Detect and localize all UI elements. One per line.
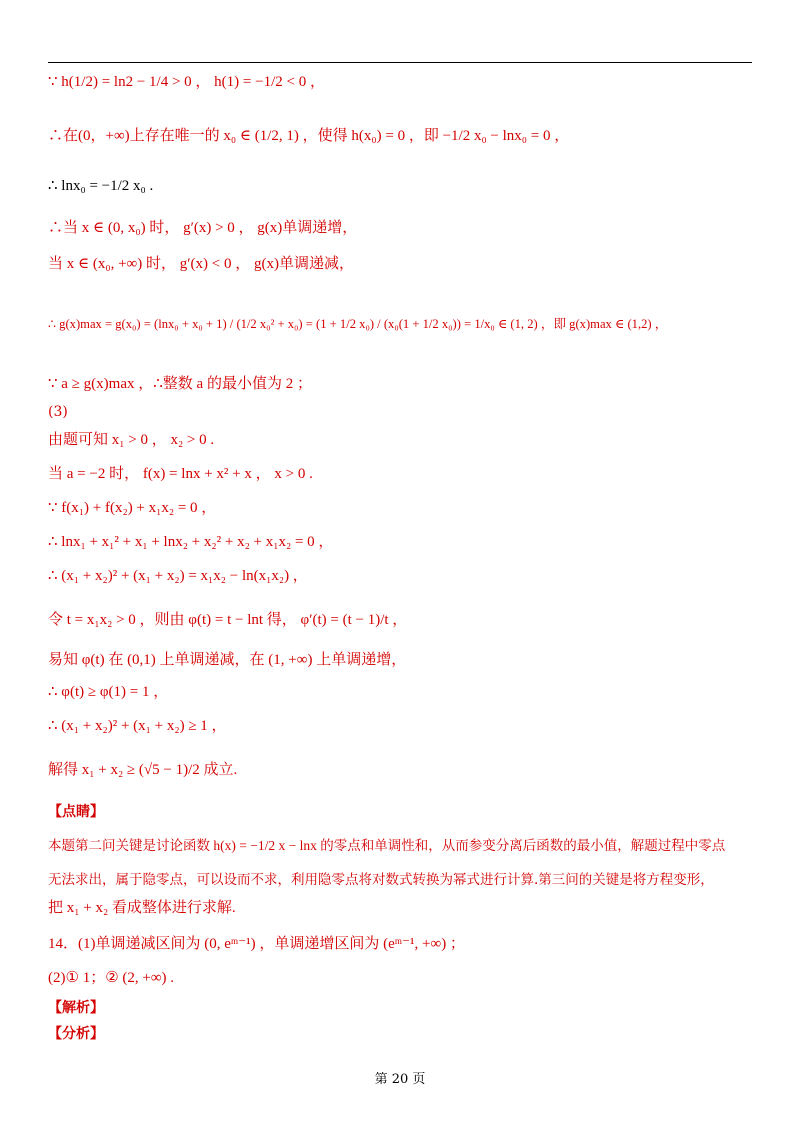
line-inequality: ∴ (x₁ + x₂)² + (x₁ + x₂) ≥ 1 ， — [48, 718, 227, 734]
line-decreasing: 当 x ∈ (x₀, +∞) 时， g′(x) < 0 ， g(x)单调递减， — [48, 256, 354, 272]
line-f-def: 当 a = −2 时， f(x) = lnx + x² + x ， x > 0 . — [48, 466, 313, 482]
line-increasing: ∴当 x ∈ (0, x₀) 时， g′(x) > 0 ， g(x)单调递增， — [48, 220, 358, 236]
line-h-values: ∵ h(1/2) = ln2 − 1/4 > 0 ， h(1) = −1/2 < 0 ， — [48, 74, 325, 90]
line-unique-zero: ∴在(0，+∞)上存在唯一的 x₀ ∈ (1/2, 1) ，使得 h(x₀) = 0 ，即 −1/2 x₀ − lnx₀ = 0 ， — [48, 128, 570, 144]
note-line-3: 把 x₁ + x₂ 看成整体进行求解. — [48, 900, 236, 916]
section-jiexi: 【解析】 — [48, 1000, 104, 1016]
page-number: 第 20 页 — [374, 1072, 426, 1087]
note-line-1: 本题第二问关键是讨论函数 h(x) = −1/2 x − lnx 的零点和单调性和，从而参变分离后函数的最小值，解题过程中零点 — [48, 838, 726, 853]
line-x-positive: 由题可知 x₁ > 0 ， x₂ > 0 . — [48, 432, 215, 448]
line-monotonic: 易知 φ(t) 在 (0,1) 上单调递减，在 (1, +∞) 上单调递增， — [48, 652, 407, 668]
line-lnx0: ∴ lnx₀ = −1/2 x₀ . — [48, 178, 154, 194]
line-phi: 令 t = x₁x₂ > 0 ，则由 φ(t) = t − lnt 得， φ′(t) = (t − 1)/t ， — [48, 612, 408, 628]
note-line-2: 无法求出，属于隐零点，可以设而不求，利用隐零点将对数式转换为幂式进行计算.第三问的关键是将方程变形， — [48, 872, 714, 888]
line-phi-min: ∴ φ(t) ≥ φ(1) = 1 ， — [48, 684, 169, 700]
q14-answer-1: 14．(1)单调递减区间为 (0, eᵐ⁻¹) ，单调递增区间为 (eᵐ⁻¹, +∞) ； — [48, 936, 465, 952]
line-min-a: ∵ a ≥ g(x)max ，∴整数 a 的最小值为 2 ； — [48, 376, 312, 392]
q14-answer-2: (2)① 1；② (2, +∞) . — [48, 970, 175, 986]
line-gmax: ∴ g(x)max = g(x₀) = (lnx₀ + x₀ + 1) / (1/2 x₀² + x₀) = (1 + 1/2 x₀) / (x₀(1 + 1/2 x₀)) = 1/x₀ ∈ (1, 2) ，即 g(x)max ∈ (1,2) ， — [48, 317, 668, 331]
header-rule — [48, 62, 752, 63]
line-expand: ∴ lnx₁ + x₁² + x₁ + lnx₂ + x₂² + x₂ + x₁x₂ = 0 ， — [48, 534, 334, 550]
line-conclusion: 解得 x₁ + x₂ ≥ (√5 − 1)/2 成立. — [48, 762, 238, 778]
section-dianjing: 【点睛】 — [48, 804, 104, 820]
section-fenxi: 【分析】 — [48, 1026, 104, 1042]
part3-heading: (3) — [48, 404, 68, 420]
line-f-sum: ∵ f(x₁) + f(x₂) + x₁x₂ = 0 ， — [48, 500, 217, 516]
line-rearrange: ∴ (x₁ + x₂)² + (x₁ + x₂) = x₁x₂ − ln(x₁x₂) ， — [48, 568, 308, 584]
